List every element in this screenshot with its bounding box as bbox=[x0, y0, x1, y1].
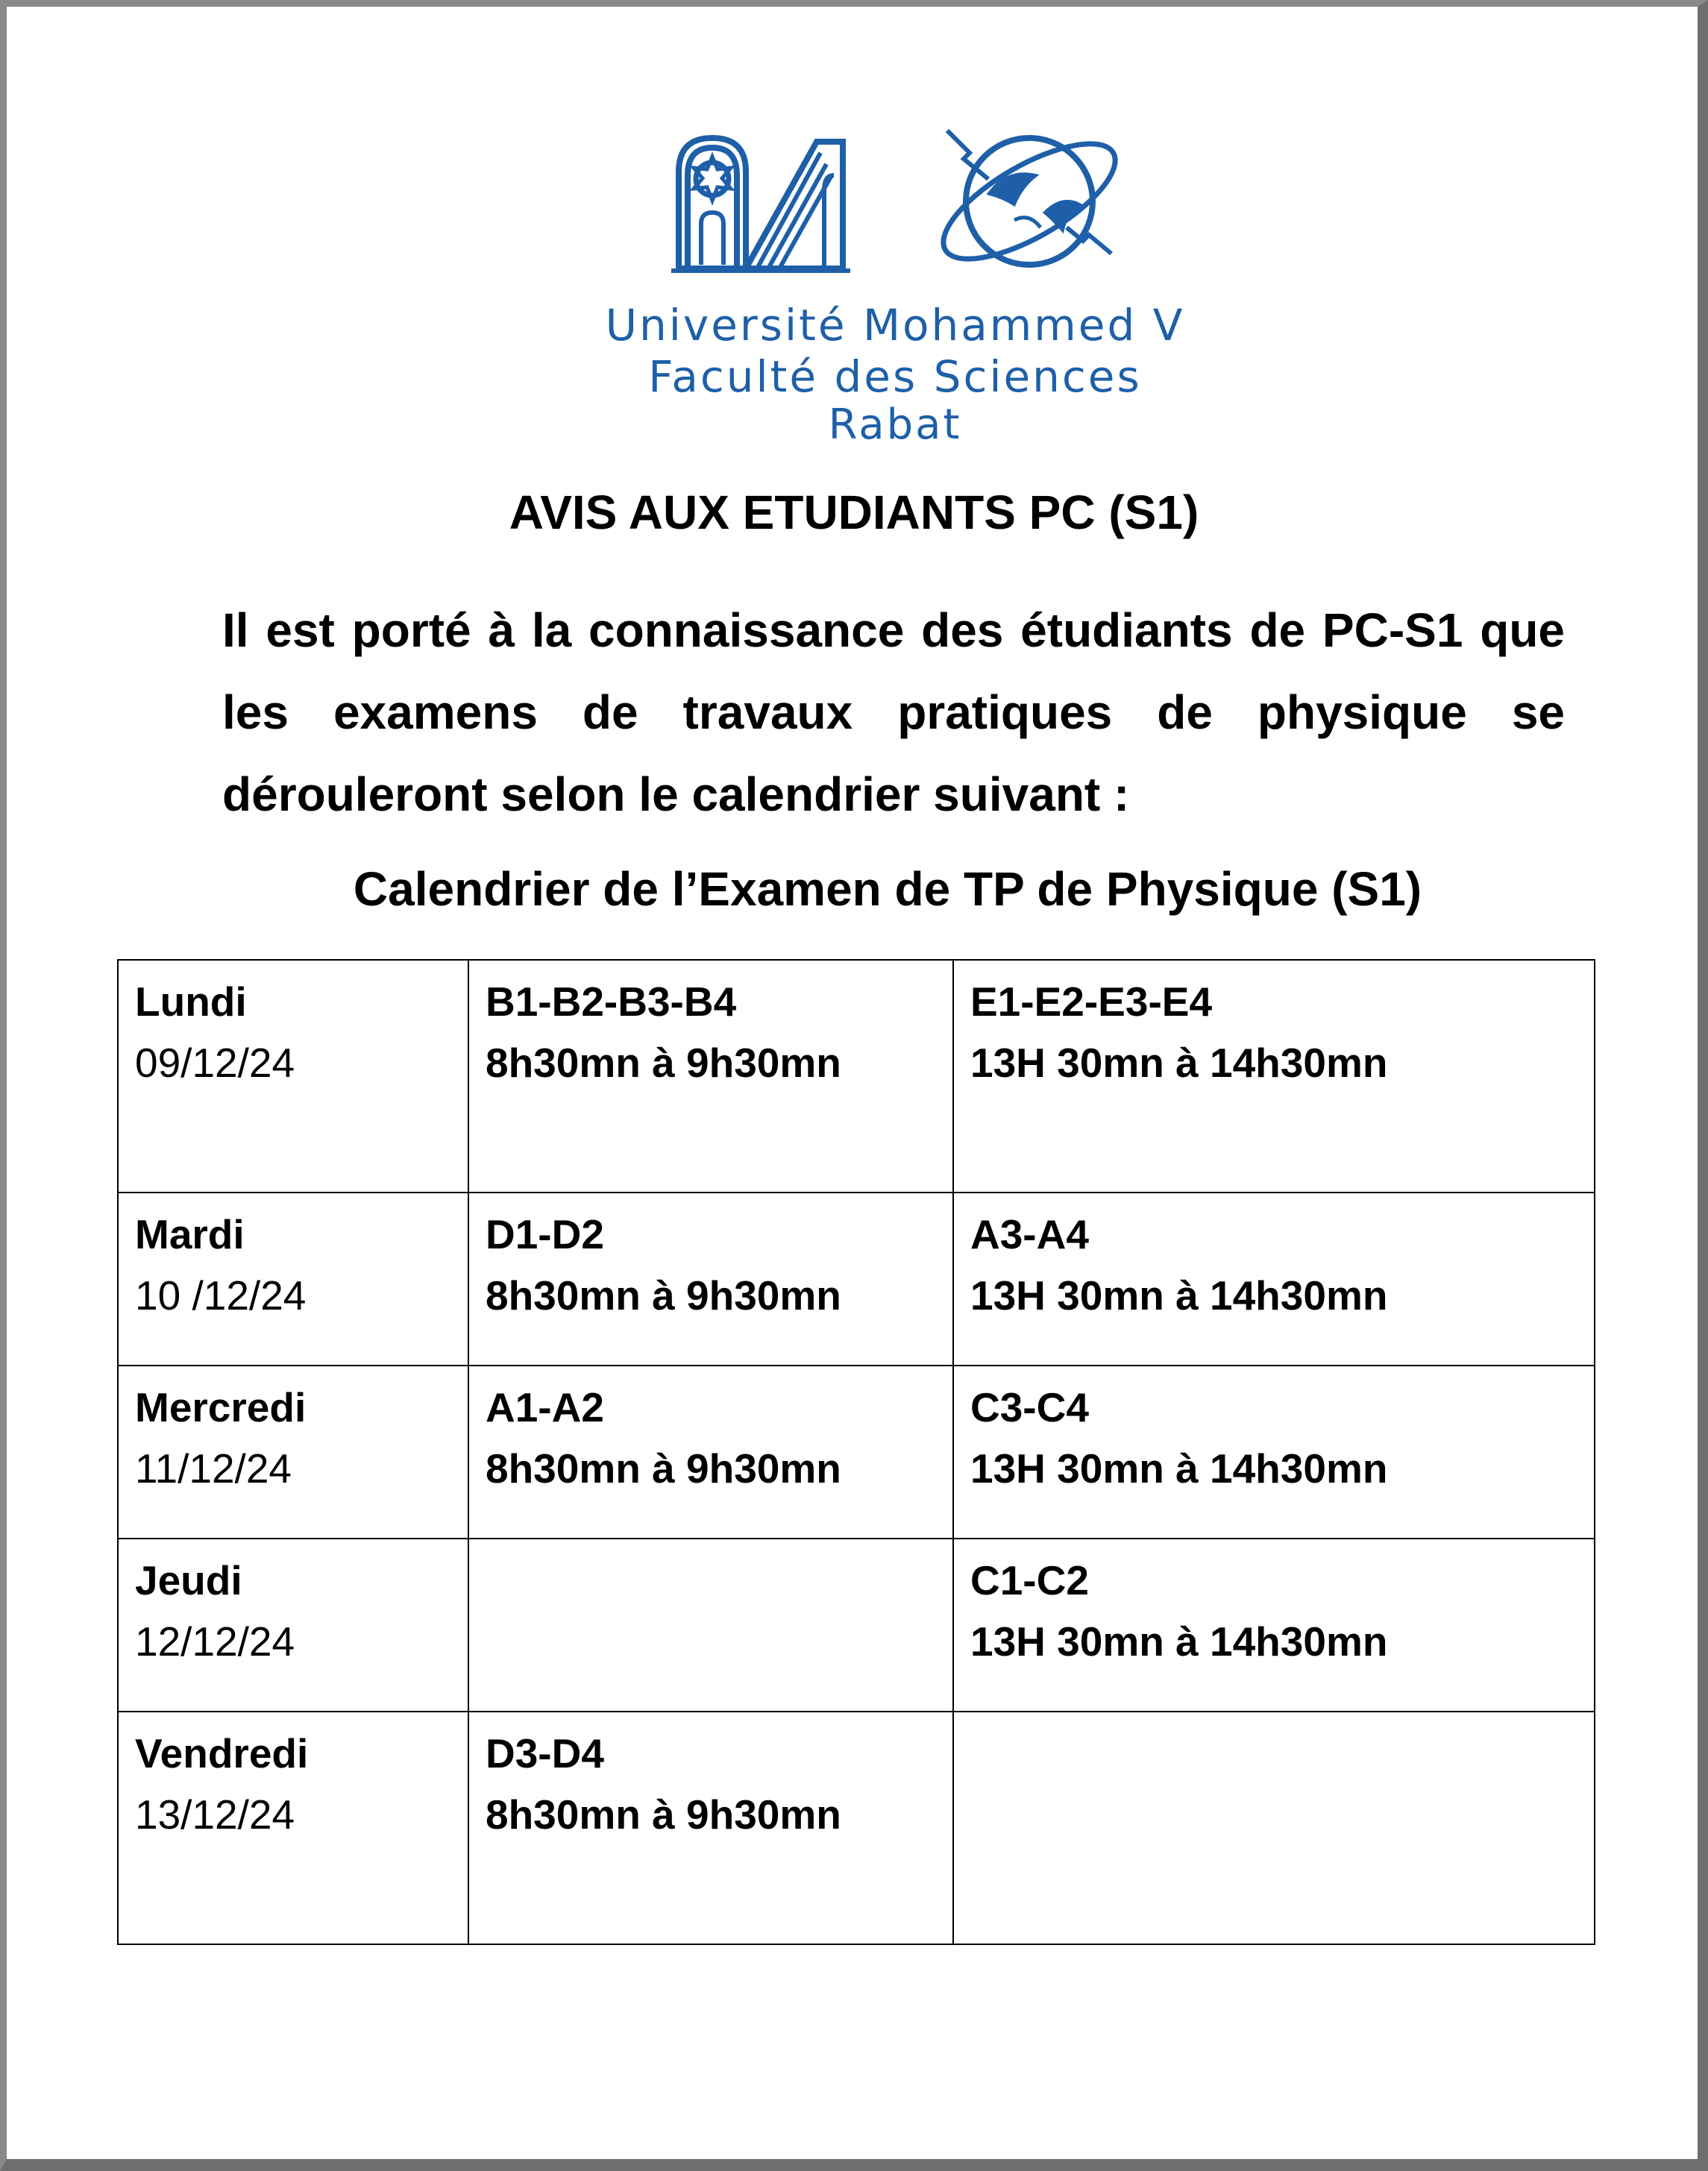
day-cell bbox=[118, 1366, 468, 1539]
afternoon-time: 13H 30mn à 14h30mn bbox=[970, 1618, 1388, 1665]
table-row bbox=[118, 1539, 1595, 1712]
logo-emblems bbox=[522, 123, 1268, 295]
afternoon-time: 13H 30mn à 14h30mn bbox=[970, 1272, 1388, 1319]
morning-cell bbox=[468, 1193, 953, 1366]
morning-time: 8h30mn à 9h30mn bbox=[486, 1791, 841, 1838]
morning-groups: A1-A2 bbox=[486, 1384, 604, 1430]
afternoon-groups: A3-A4 bbox=[970, 1211, 1089, 1257]
morning-groups: D3-D4 bbox=[486, 1730, 604, 1776]
afternoon-cell bbox=[953, 1539, 1595, 1712]
science-globe-icon bbox=[927, 123, 1131, 281]
notice-title: AVIS AUX ETUDIANTS PC (S1) bbox=[509, 486, 1199, 539]
day-name: Vendredi bbox=[135, 1730, 309, 1776]
day-cell bbox=[118, 1539, 468, 1712]
day-cell bbox=[118, 1712, 468, 1944]
exam-schedule-table bbox=[117, 959, 1595, 1945]
university-arch-icon bbox=[671, 138, 850, 271]
day-name: Mardi bbox=[135, 1211, 245, 1257]
afternoon-cell bbox=[953, 1366, 1595, 1539]
morning-cell bbox=[468, 1366, 953, 1539]
notice-intro: Il est porté à la connaissance des étudiants de PC-S1 que les examens de travaux pratiques de physique se dérouleront selon le calendrier suivant : bbox=[222, 603, 1565, 821]
morning-time: 8h30mn à 9h30mn bbox=[486, 1445, 841, 1492]
calendar-title: Calendrier de l’Examen de TP de Physique (S1) bbox=[353, 862, 1422, 916]
table-row bbox=[118, 1193, 1595, 1366]
afternoon-time: 13H 30mn à 14h30mn bbox=[970, 1040, 1388, 1086]
day-cell bbox=[118, 960, 468, 1193]
day-date: 13/12/24 bbox=[135, 1791, 295, 1838]
afternoon-cell bbox=[953, 960, 1595, 1193]
day-name: Jeudi bbox=[135, 1557, 242, 1603]
afternoon-groups: C1-C2 bbox=[970, 1557, 1089, 1603]
table-row bbox=[118, 1712, 1595, 1944]
afternoon-time: 13H 30mn à 14h30mn bbox=[970, 1445, 1388, 1492]
university-logo bbox=[522, 123, 1268, 451]
morning-groups: D1-D2 bbox=[486, 1211, 604, 1257]
table-row bbox=[118, 960, 1595, 1193]
morning-cell bbox=[468, 1539, 953, 1712]
morning-cell bbox=[468, 960, 953, 1193]
day-name: Lundi bbox=[135, 978, 247, 1025]
table-row bbox=[118, 1366, 1595, 1539]
university-name-line2: Faculté des Sciences bbox=[648, 351, 1142, 402]
afternoon-groups: C3-C4 bbox=[970, 1384, 1089, 1430]
day-date: 09/12/24 bbox=[135, 1040, 295, 1086]
morning-time: 8h30mn à 9h30mn bbox=[486, 1272, 841, 1319]
day-date: 10 /12/24 bbox=[135, 1272, 307, 1319]
afternoon-cell bbox=[953, 1193, 1595, 1366]
university-name-line1: Université Mohammed V bbox=[605, 300, 1185, 351]
day-cell bbox=[118, 1193, 468, 1366]
afternoon-cell bbox=[953, 1712, 1595, 1944]
morning-cell bbox=[468, 1712, 953, 1944]
morning-time: 8h30mn à 9h30mn bbox=[486, 1040, 841, 1086]
day-date: 12/12/24 bbox=[135, 1618, 295, 1665]
afternoon-groups: E1-E2-E3-E4 bbox=[970, 978, 1213, 1025]
day-date: 11/12/24 bbox=[135, 1445, 292, 1492]
day-name: Mercredi bbox=[135, 1384, 307, 1430]
university-name-line3: Rabat bbox=[828, 400, 962, 449]
morning-groups: B1-B2-B3-B4 bbox=[486, 978, 737, 1025]
